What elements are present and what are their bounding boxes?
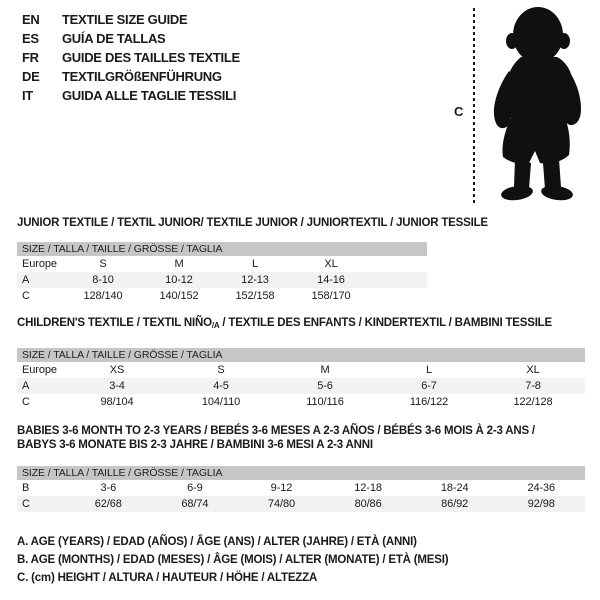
row-label: A	[22, 380, 30, 392]
table-row	[17, 480, 585, 496]
height-measure-dashed-line	[473, 8, 475, 205]
table-cell: M	[320, 364, 330, 376]
table-cell: 68/74	[181, 498, 209, 510]
row-label: C	[22, 396, 30, 408]
junior-size-table	[17, 242, 427, 304]
heading-line-1: BABIES 3-6 MONTH TO 2-3 YEARS / BEBÉS 3-6 MESES A 2-3 AÑOS / BÉBÉS 3-6 MOIS À 2-3 ANS /	[17, 425, 535, 437]
babies-section-heading	[17, 424, 535, 452]
table-cell: 10-12	[165, 274, 193, 286]
language-code: EN	[22, 12, 40, 27]
table-cell: 74/80	[267, 498, 295, 510]
table-row	[17, 256, 427, 272]
height-measure-label: C	[454, 104, 464, 119]
table-cell: 122/128	[513, 396, 553, 408]
language-row-it	[22, 86, 240, 105]
table-header-bar: SIZE / TALLA / TAILLE / GRÖSSE / TAGLIA	[17, 348, 585, 362]
footnote-c: C. (cm) HEIGHT / ALTURA / HAUTEUR / HÖHE / ALTEZZA	[17, 572, 318, 584]
table-row	[17, 394, 585, 410]
language-label: GUIDA ALLE TAGLIE TESSILI	[62, 88, 237, 103]
language-code: IT	[22, 88, 33, 103]
table-cell: 110/116	[306, 396, 344, 408]
table-cell: L	[251, 258, 259, 270]
table-row	[17, 362, 585, 378]
table-cell: 3-4	[109, 380, 125, 392]
table-cell: 80/86	[354, 498, 382, 510]
table-header-bar: SIZE / TALLA / TAILLE / GRÖSSE / TAGLIA	[17, 466, 585, 480]
footnote-legend	[17, 533, 448, 587]
table-row	[17, 496, 585, 512]
language-code: DE	[22, 69, 40, 84]
table-cell: 4-5	[213, 380, 229, 392]
heading-text: CHILDREN'S TEXTILE / TEXTIL NIÑO	[17, 317, 212, 329]
footnote-b: B. AGE (MONTHS) / EDAD (MESES) / ÂGE (MOIS) / ALTER (MONATE) / ETÀ (MESI)	[17, 554, 449, 566]
row-label: Europe	[22, 258, 57, 270]
table-cell: 24-36	[527, 482, 556, 494]
table-row	[17, 288, 427, 304]
table-cell: M	[174, 258, 184, 270]
table-header-bar: SIZE / TALLA / TAILLE / GRÖSSE / TAGLIA	[17, 242, 427, 256]
table-cell: 62/68	[94, 498, 122, 510]
language-row-en	[22, 10, 240, 29]
row-label: C	[22, 498, 30, 510]
heading-text: / TEXTILE DES ENFANTS / KINDERTEXTIL / BAMBINI TESSILE	[219, 317, 552, 329]
table-cell: 116/122	[409, 396, 449, 408]
table-cell: 8-10	[92, 274, 114, 286]
table-cell: 152/158	[235, 290, 275, 302]
language-label: GUIDE DES TAILLES TEXTILE	[62, 50, 240, 65]
language-label: TEXTILE SIZE GUIDE	[62, 12, 188, 27]
table-row	[17, 272, 427, 288]
row-label: Europe	[22, 364, 57, 376]
language-list	[22, 10, 240, 105]
table-cell: S	[217, 364, 225, 376]
row-label: C	[22, 290, 30, 302]
table-row	[17, 378, 585, 394]
table-cell: 158/170	[311, 290, 351, 302]
table-cell: 5-6	[317, 380, 333, 392]
table-cell: 3-6	[100, 482, 117, 494]
table-cell: 86/92	[441, 498, 469, 510]
table-cell: 98/104	[100, 396, 134, 408]
heading-line-2: BABYS 3-6 MONATE BIS 2-3 JAHRE / BAMBINI 3-6 MESI A 2-3 ANNI	[17, 439, 373, 451]
table-cell: 9-12	[270, 482, 293, 494]
row-label: A	[22, 274, 30, 286]
children-size-table	[17, 348, 585, 410]
table-cell: 12-18	[354, 482, 382, 494]
table-cell: 6-7	[421, 380, 437, 392]
table-cell: 6-9	[187, 482, 203, 494]
baby-silhouette-icon	[482, 5, 594, 205]
table-cell: 7-8	[525, 380, 541, 392]
footnote-a: A. AGE (YEARS) / EDAD (AÑOS) / ÂGE (ANS) / ALTER (JAHRE) / ETÀ (ANNI)	[17, 536, 417, 548]
table-cell: 18-24	[440, 482, 469, 494]
language-label: GUÍA DE TALLAS	[62, 31, 166, 46]
table-cell: 92/98	[527, 498, 555, 510]
junior-section-heading: JUNIOR TEXTILE / TEXTIL JUNIOR/ TEXTILE JUNIOR / JUNIORTEXTIL / JUNIOR TESSILE	[17, 217, 488, 229]
table-cell: XS	[109, 364, 125, 376]
language-code: FR	[22, 50, 39, 65]
table-cell: XL	[324, 258, 338, 270]
language-row-es	[22, 29, 240, 48]
table-cell: 128/140	[83, 290, 123, 302]
table-cell: S	[99, 258, 107, 270]
heading-subscript: /A	[211, 321, 220, 330]
table-cell: XL	[526, 364, 540, 376]
row-label: B	[22, 482, 30, 494]
language-code: ES	[22, 31, 39, 46]
table-cell: 14-16	[317, 274, 345, 286]
table-cell: 104/110	[201, 396, 241, 408]
table-cell: 140/152	[159, 290, 199, 302]
children-section-heading	[17, 316, 552, 333]
language-row-de	[22, 67, 240, 86]
table-cell: L	[425, 364, 433, 376]
language-row-fr	[22, 48, 240, 67]
language-label: TEXTILGRÖßENFÜHRUNG	[62, 69, 222, 84]
table-cell: 12-13	[241, 274, 269, 286]
babies-size-table	[17, 466, 585, 512]
